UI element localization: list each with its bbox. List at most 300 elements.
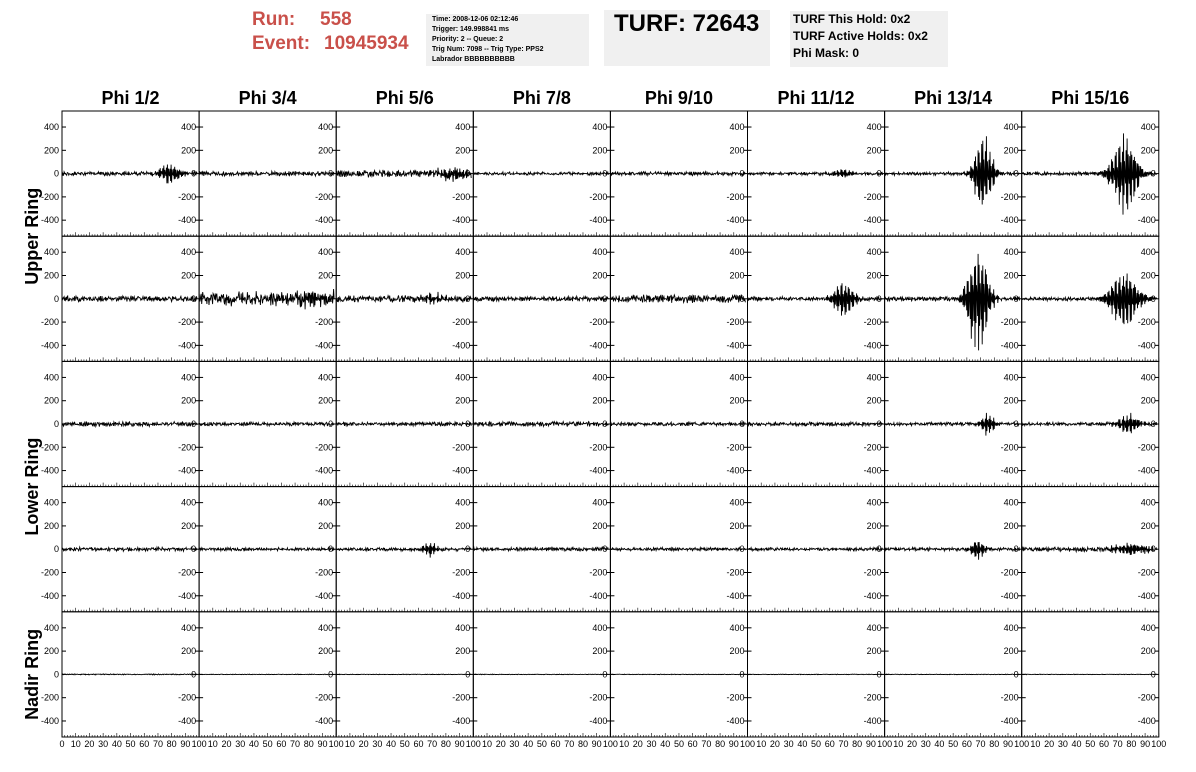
y-tick-label-r3-c5-0: 400 [729, 372, 745, 383]
y-axis-label-r2-1: 200 [43, 270, 59, 281]
y-tick-label-r4-c8-4: -400 [1137, 590, 1156, 601]
y-tick-label-r3-c7-0: 400 [1003, 372, 1019, 383]
y-tick-label-r1-c1-2: 0 [191, 168, 197, 179]
y-tick-label-r2-c3-0: 400 [455, 247, 471, 258]
x-tick-label-c3-10: 100 [465, 739, 481, 749]
x-tick-label-c3-6: 60 [413, 739, 424, 749]
y-tick-label-r1-c1-0: 400 [181, 122, 197, 133]
y-tick-label-r4-c1-4: -400 [178, 590, 197, 601]
phi-label-3: Phi 5/6 [375, 88, 434, 108]
x-tick-label-c4-6: 60 [550, 739, 561, 749]
x-tick-label-c3-9: 90 [454, 739, 465, 749]
ring-label-2: Lower Ring [22, 437, 42, 536]
y-tick-label-r5-c5-4: -400 [726, 715, 745, 726]
x-tick-label-c8-5: 50 [1085, 739, 1096, 749]
y-tick-label-r2-c6-1: 200 [866, 270, 882, 281]
y-tick-label-r4-c8-2: 0 [1150, 544, 1156, 555]
y-tick-label-r2-c5-2: 0 [739, 293, 745, 304]
y-tick-label-r4-c2-3: -200 [315, 567, 334, 578]
waveform-r5-c3 [336, 674, 471, 675]
x-tick-label-c5-4: 40 [660, 739, 671, 749]
phi-label-1: Phi 1/2 [101, 88, 160, 108]
x-tick-label-c5-7: 70 [701, 739, 712, 749]
y-tick-label-r2-c8-3: -200 [1137, 317, 1156, 328]
y-axis-label-r1-4: -400 [40, 215, 59, 226]
y-tick-label-r1-c6-0: 400 [866, 122, 882, 133]
phi-label-6: Phi 11/12 [777, 88, 855, 108]
x-tick-label-c2-2: 20 [221, 739, 232, 749]
y-tick-label-r2-c8-1: 200 [1140, 270, 1156, 281]
y-tick-label-r2-c5-1: 200 [729, 270, 745, 281]
y-tick-label-r5-c5-1: 200 [729, 646, 745, 657]
y-tick-label-r1-c8-3: -200 [1137, 191, 1156, 202]
x-tick-label-c1-0: 0 [59, 739, 65, 749]
y-tick-label-r5-c1-4: -400 [178, 715, 197, 726]
waveform-r2-c2 [199, 289, 334, 309]
y-tick-label-r2-c1-4: -400 [178, 340, 197, 351]
trig-num-text: Trig Num: 7098 -- Trig Type: PPS2 [432, 46, 544, 53]
y-tick-label-r1-c5-2: 0 [739, 168, 745, 179]
y-tick-label-r4-c2-4: -400 [315, 590, 334, 601]
y-tick-label-r1-c8-2: 0 [1150, 168, 1156, 179]
y-tick-label-r2-c8-0: 400 [1140, 247, 1156, 258]
y-axis-label-r2-3: -200 [40, 317, 59, 328]
y-tick-label-r3-c7-2: 0 [1013, 419, 1019, 429]
y-tick-label-r5-c8-1: 200 [1140, 646, 1156, 657]
y-tick-label-r4-c6-4: -400 [863, 590, 882, 601]
waveform-r5-c5 [610, 674, 745, 675]
y-tick-label-r5-c5-2: 0 [739, 669, 745, 680]
x-tick-label-c8-6: 60 [1098, 739, 1109, 749]
y-tick-label-r5-c5-3: -200 [726, 692, 745, 703]
y-tick-label-r4-c5-3: -200 [726, 567, 745, 578]
y-tick-label-r3-c8-3: -200 [1137, 442, 1156, 453]
y-tick-label-r2-c6-3: -200 [863, 317, 882, 328]
waveform-r3-c7 [885, 413, 1020, 436]
y-axis-label-r3-2: 0 [53, 419, 59, 429]
y-tick-label-r4-c8-1: 200 [1140, 520, 1156, 531]
x-tick-label-c2-8: 80 [303, 739, 314, 749]
y-tick-label-r2-c5-0: 400 [729, 247, 745, 258]
x-tick-label-c6-6: 60 [824, 739, 835, 749]
x-tick-label-c4-4: 40 [523, 739, 534, 749]
y-tick-label-r4-c5-0: 400 [729, 497, 745, 508]
y-tick-label-r2-c2-0: 400 [318, 247, 334, 258]
y-axis-label-r2-4: -400 [40, 340, 59, 351]
y-tick-label-r3-c2-0: 400 [318, 372, 334, 383]
y-tick-label-r4-c4-4: -400 [589, 590, 608, 601]
y-tick-label-r1-c3-2: 0 [465, 168, 471, 179]
waveform-r4-c5 [610, 548, 745, 551]
x-tick-label-c1-7: 70 [152, 739, 163, 749]
waveform-r4-c3 [336, 543, 471, 558]
y-tick-label-r4-c7-2: 0 [1013, 544, 1019, 555]
y-tick-label-r1-c3-4: -400 [452, 215, 471, 226]
waveform-r4-c6 [748, 548, 883, 551]
y-tick-label-r2-c6-0: 400 [866, 247, 882, 258]
y-tick-label-r1-c6-3: -200 [863, 191, 882, 202]
y-tick-label-r1-c6-4: -400 [863, 215, 882, 226]
y-tick-label-r3-c3-2: 0 [465, 419, 471, 429]
x-tick-label-c3-8: 80 [440, 739, 451, 749]
y-tick-label-r4-c7-0: 400 [1003, 497, 1019, 508]
y-tick-label-r1-c1-3: -200 [178, 191, 197, 202]
y-axis-label-r3-0: 400 [43, 372, 59, 383]
y-tick-label-r5-c8-3: -200 [1137, 692, 1156, 703]
waveform-r2-c1 [62, 293, 197, 304]
y-tick-label-r4-c2-0: 400 [318, 497, 334, 508]
y-tick-label-r1-c5-1: 200 [729, 145, 745, 156]
y-tick-label-r4-c4-0: 400 [592, 497, 608, 508]
y-tick-label-r2-c5-4: -400 [726, 340, 745, 351]
y-tick-label-r4-c5-1: 200 [729, 520, 745, 531]
x-tick-label-c8-10: 100 [1151, 739, 1167, 749]
x-tick-label-c3-4: 40 [386, 739, 397, 749]
x-tick-label-c5-6: 60 [687, 739, 698, 749]
turf-this-hold: TURF This Hold: 0x2 [793, 12, 911, 26]
y-tick-label-r2-c1-2: 0 [191, 293, 197, 304]
y-tick-label-r1-c3-0: 400 [455, 122, 471, 133]
y-tick-label-r5-c3-1: 200 [455, 646, 471, 657]
y-axis-label-r4-2: 0 [53, 544, 59, 555]
waveform-r5-c1 [62, 674, 197, 675]
y-tick-label-r2-c1-1: 200 [181, 270, 197, 281]
waveform-r2-c3 [336, 292, 471, 305]
waveform-r5-c6 [748, 674, 883, 675]
y-tick-label-r1-c4-2: 0 [602, 168, 608, 179]
waveform-r1-c1 [62, 165, 197, 184]
waveform-r1-c7 [885, 136, 1020, 204]
x-tick-label-c6-3: 30 [783, 739, 794, 749]
y-axis-label-r3-3: -200 [40, 442, 59, 453]
y-tick-label-r5-c8-4: -400 [1137, 715, 1156, 726]
y-tick-label-r5-c4-1: 200 [592, 646, 608, 657]
x-tick-label-c8-9: 90 [1140, 739, 1151, 749]
y-tick-label-r2-c1-0: 400 [181, 247, 197, 258]
y-tick-label-r4-c7-4: -400 [1000, 590, 1019, 601]
x-tick-label-c8-1: 10 [1030, 739, 1041, 749]
y-tick-label-r4-c5-4: -400 [726, 590, 745, 601]
y-tick-label-r4-c4-2: 0 [602, 544, 608, 555]
y-tick-label-r1-c5-0: 400 [729, 122, 745, 133]
y-tick-label-r2-c2-1: 200 [318, 270, 334, 281]
y-tick-label-r3-c4-0: 400 [592, 372, 608, 383]
y-tick-label-r2-c7-1: 200 [1003, 270, 1019, 281]
y-axis-label-r5-1: 200 [43, 646, 59, 657]
x-tick-label-c2-4: 40 [248, 739, 259, 749]
y-tick-label-r5-c3-3: -200 [452, 692, 471, 703]
waveform-r3-c2 [199, 422, 334, 426]
x-tick-label-c7-9: 90 [1002, 739, 1013, 749]
y-tick-label-r1-c7-4: -400 [1000, 215, 1019, 226]
y-tick-label-r3-c7-4: -400 [1000, 465, 1019, 476]
x-tick-label-c8-8: 80 [1126, 739, 1137, 749]
waveform-r3-c8 [1022, 413, 1157, 433]
y-axis-label-r5-3: -200 [40, 692, 59, 703]
y-tick-label-r5-c3-0: 400 [455, 622, 471, 633]
y-tick-label-r3-c3-3: -200 [452, 442, 471, 453]
y-tick-label-r4-c4-3: -200 [589, 567, 608, 578]
y-tick-label-r3-c2-3: -200 [315, 442, 334, 453]
y-tick-label-r5-c7-0: 400 [1003, 622, 1019, 633]
y-tick-label-r5-c1-0: 400 [181, 622, 197, 633]
y-tick-label-r4-c8-0: 400 [1140, 497, 1156, 508]
x-tick-label-c6-2: 20 [769, 739, 780, 749]
x-tick-label-c6-4: 40 [797, 739, 808, 749]
y-tick-label-r5-c6-3: -200 [863, 692, 882, 703]
labrador-text: Labrador BBBBBBBBBB [432, 56, 515, 63]
x-tick-label-c1-8: 80 [166, 739, 177, 749]
y-tick-label-r4-c4-1: 200 [592, 520, 608, 531]
y-tick-label-r5-c4-0: 400 [592, 622, 608, 633]
y-tick-label-r3-c4-3: -200 [589, 442, 608, 453]
y-tick-label-r3-c3-1: 200 [455, 395, 471, 406]
event-label: Event: [252, 33, 311, 54]
y-tick-label-r1-c6-2: 0 [876, 168, 882, 179]
waveform-r4-c4 [473, 547, 608, 551]
y-axis-label-r4-1: 200 [43, 520, 59, 531]
ring-label-3: Nadir Ring [22, 628, 42, 720]
y-tick-label-r4-c6-0: 400 [866, 497, 882, 508]
y-tick-label-r1-c3-1: 200 [455, 145, 471, 156]
y-tick-label-r1-c8-1: 200 [1140, 145, 1156, 156]
y-tick-label-r1-c1-4: -400 [178, 215, 197, 226]
x-tick-label-c7-7: 70 [975, 739, 986, 749]
x-tick-label-c3-7: 70 [427, 739, 438, 749]
y-tick-label-r3-c7-1: 200 [1003, 395, 1019, 406]
y-tick-label-r2-c8-4: -400 [1137, 340, 1156, 351]
y-tick-label-r3-c1-4: -400 [178, 465, 197, 476]
x-tick-label-c7-3: 30 [920, 739, 931, 749]
y-tick-label-r3-c2-1: 200 [318, 395, 334, 406]
y-tick-label-r2-c5-3: -200 [726, 317, 745, 328]
waveform-r5-c2 [199, 674, 334, 675]
x-tick-label-c1-9: 90 [180, 739, 191, 749]
y-tick-label-r4-c3-3: -200 [452, 567, 471, 578]
x-tick-label-c2-7: 70 [290, 739, 301, 749]
y-axis-label-r5-0: 400 [43, 622, 59, 633]
x-tick-label-c7-2: 20 [907, 739, 918, 749]
y-tick-label-r2-c1-3: -200 [178, 317, 197, 328]
y-tick-label-r3-c3-0: 400 [455, 372, 471, 383]
y-tick-label-r5-c7-2: 0 [1013, 669, 1019, 680]
x-tick-label-c6-10: 100 [877, 739, 893, 749]
y-tick-label-r3-c1-3: -200 [178, 442, 197, 453]
x-tick-label-c1-10: 100 [191, 739, 207, 749]
x-tick-label-c6-5: 50 [811, 739, 822, 749]
y-tick-label-r5-c3-4: -400 [452, 715, 471, 726]
waveform-r3-c5 [610, 422, 745, 426]
y-tick-label-r2-c4-0: 400 [592, 247, 608, 258]
x-tick-label-c4-10: 100 [602, 739, 618, 749]
y-tick-label-r3-c5-3: -200 [726, 442, 745, 453]
y-axis-label-r5-2: 0 [53, 669, 59, 680]
run-label: Run: [252, 9, 296, 30]
x-tick-label-c6-7: 70 [838, 739, 849, 749]
y-tick-label-r3-c8-4: -400 [1137, 465, 1156, 476]
y-tick-label-r2-c8-2: 0 [1150, 293, 1156, 304]
y-tick-label-r4-c1-0: 400 [181, 497, 197, 508]
waveform-r4-c8 [1022, 543, 1157, 555]
y-axis-label-r1-2: 0 [53, 168, 59, 179]
y-tick-label-r5-c2-2: 0 [328, 669, 334, 680]
x-tick-label-c1-3: 30 [98, 739, 109, 749]
turf-active-holds: TURF Active Holds: 0x2 [793, 29, 928, 43]
y-tick-label-r3-c1-2: 0 [191, 419, 197, 429]
y-tick-label-r3-c5-4: -400 [726, 465, 745, 476]
x-tick-label-c1-6: 60 [139, 739, 150, 749]
y-tick-label-r4-c2-2: 0 [328, 544, 334, 555]
waveform-r4-c7 [885, 542, 1020, 560]
y-tick-label-r5-c6-1: 200 [866, 646, 882, 657]
y-tick-label-r4-c3-4: -400 [452, 590, 471, 601]
waveform-r2-c8 [1022, 274, 1157, 328]
y-axis-label-r4-4: -400 [40, 590, 59, 601]
y-tick-label-r4-c3-1: 200 [455, 520, 471, 531]
y-tick-label-r2-c7-0: 400 [1003, 247, 1019, 258]
waveform-r1-c8 [1022, 133, 1157, 214]
waveform-r4-c1 [62, 547, 197, 551]
y-tick-label-r1-c2-1: 200 [318, 145, 334, 156]
y-tick-label-r5-c6-0: 400 [866, 622, 882, 633]
x-tick-label-c2-10: 100 [328, 739, 344, 749]
x-tick-label-c4-2: 20 [495, 739, 506, 749]
x-tick-label-c4-9: 90 [591, 739, 602, 749]
ring-label-1: Upper Ring [22, 187, 42, 285]
y-tick-label-r4-c6-3: -200 [863, 567, 882, 578]
x-tick-label-c3-2: 20 [358, 739, 369, 749]
waveform-r3-c3 [336, 422, 471, 426]
x-tick-label-c5-5: 50 [673, 739, 684, 749]
x-tick-label-c8-2: 20 [1044, 739, 1055, 749]
y-tick-label-r3-c4-1: 200 [592, 395, 608, 406]
y-tick-label-r1-c6-1: 200 [866, 145, 882, 156]
x-tick-label-c7-4: 40 [934, 739, 945, 749]
waveform-r5-c7 [885, 674, 1020, 675]
x-tick-label-c7-1: 10 [893, 739, 904, 749]
y-tick-label-r5-c4-3: -200 [589, 692, 608, 703]
run-value: 558 [320, 9, 352, 30]
y-tick-label-r2-c2-4: -400 [315, 340, 334, 351]
waveform-r3-c4 [473, 422, 608, 427]
y-tick-label-r4-c8-3: -200 [1137, 567, 1156, 578]
y-tick-label-r5-c6-4: -400 [863, 715, 882, 726]
y-tick-label-r1-c8-4: -400 [1137, 215, 1156, 226]
y-tick-label-r1-c2-3: -200 [315, 191, 334, 202]
x-tick-label-c4-8: 80 [577, 739, 588, 749]
y-tick-label-r2-c4-1: 200 [592, 270, 608, 281]
y-tick-label-r5-c4-4: -400 [589, 715, 608, 726]
waveform-r5-c4 [473, 674, 608, 675]
x-tick-label-c7-8: 80 [989, 739, 1000, 749]
x-tick-label-c1-2: 20 [84, 739, 95, 749]
waveform-r3-c6 [748, 422, 883, 426]
waveform-r2-c4 [473, 296, 608, 301]
x-tick-label-c7-10: 100 [1014, 739, 1030, 749]
y-tick-label-r3-c8-1: 200 [1140, 395, 1156, 406]
x-tick-label-c5-2: 20 [632, 739, 643, 749]
x-tick-label-c3-5: 50 [399, 739, 410, 749]
y-tick-label-r2-c6-2: 0 [876, 293, 882, 304]
y-tick-label-r1-c4-4: -400 [589, 215, 608, 226]
x-tick-label-c2-6: 60 [276, 739, 287, 749]
x-tick-label-c4-3: 30 [509, 739, 520, 749]
phi-label-4: Phi 7/8 [512, 88, 571, 108]
waveform-r5-c8 [1022, 674, 1157, 675]
x-tick-label-c5-3: 30 [646, 739, 657, 749]
y-tick-label-r5-c7-3: -200 [1000, 692, 1019, 703]
x-tick-label-c3-1: 10 [344, 739, 355, 749]
x-tick-label-c6-8: 80 [852, 739, 863, 749]
waveform-r2-c5 [610, 295, 745, 304]
x-tick-label-c8-7: 70 [1112, 739, 1123, 749]
y-tick-label-r1-c1-1: 200 [181, 145, 197, 156]
y-tick-label-r1-c2-0: 400 [318, 122, 334, 133]
x-tick-label-c2-1: 10 [207, 739, 218, 749]
y-tick-label-r1-c7-3: -200 [1000, 191, 1019, 202]
x-tick-label-c4-1: 10 [482, 739, 493, 749]
y-tick-label-r5-c2-0: 400 [318, 622, 334, 633]
y-tick-label-r4-c3-2: 0 [465, 544, 471, 555]
y-tick-label-r3-c7-3: -200 [1000, 442, 1019, 453]
y-tick-label-r4-c2-1: 200 [318, 520, 334, 531]
y-tick-label-r5-c7-1: 200 [1003, 646, 1019, 657]
x-tick-label-c8-4: 40 [1071, 739, 1082, 749]
y-tick-label-r4-c1-3: -200 [178, 567, 197, 578]
y-tick-label-r3-c6-3: -200 [863, 442, 882, 453]
y-tick-label-r4-c6-2: 0 [876, 544, 882, 555]
y-tick-label-r4-c1-1: 200 [181, 520, 197, 531]
y-tick-label-r2-c4-3: -200 [589, 317, 608, 328]
waveform-r1-c6 [748, 169, 883, 177]
y-tick-label-r2-c2-3: -200 [315, 317, 334, 328]
y-axis-label-r3-1: 200 [43, 395, 59, 406]
y-tick-label-r3-c2-2: 0 [328, 419, 334, 429]
y-tick-label-r3-c4-2: 0 [602, 419, 608, 429]
x-tick-label-c1-1: 10 [70, 739, 81, 749]
x-tick-label-c5-1: 10 [619, 739, 630, 749]
x-tick-label-c1-5: 50 [125, 739, 136, 749]
y-tick-label-r3-c1-0: 400 [181, 372, 197, 383]
y-tick-label-r3-c6-2: 0 [876, 419, 882, 429]
x-tick-label-c3-3: 30 [372, 739, 383, 749]
y-tick-label-r4-c7-3: -200 [1000, 567, 1019, 578]
y-tick-label-r5-c7-4: -400 [1000, 715, 1019, 726]
waveform-r3-c1 [62, 422, 197, 427]
x-tick-label-c1-4: 40 [111, 739, 122, 749]
y-tick-label-r2-c3-4: -400 [452, 340, 471, 351]
x-tick-label-c6-9: 90 [865, 739, 876, 749]
trigger-text: Trigger: 149.998841 ms [432, 26, 510, 33]
y-tick-label-r1-c2-2: 0 [328, 168, 334, 179]
y-tick-label-r1-c5-3: -200 [726, 191, 745, 202]
y-axis-label-r2-0: 400 [43, 247, 59, 258]
y-tick-label-r5-c2-1: 200 [318, 646, 334, 657]
y-tick-label-r3-c3-4: -400 [452, 465, 471, 476]
y-tick-label-r1-c8-0: 400 [1140, 122, 1156, 133]
y-tick-label-r1-c5-4: -400 [726, 215, 745, 226]
y-tick-label-r1-c3-3: -200 [452, 191, 471, 202]
x-tick-label-c7-5: 50 [948, 739, 959, 749]
y-tick-label-r1-c7-1: 200 [1003, 145, 1019, 156]
y-tick-label-r3-c4-4: -400 [589, 465, 608, 476]
y-tick-label-r4-c3-0: 400 [455, 497, 471, 508]
y-tick-label-r3-c6-4: -400 [863, 465, 882, 476]
waveform-r2-c7 [885, 254, 1020, 351]
y-tick-label-r2-c4-4: -400 [589, 340, 608, 351]
y-tick-label-r3-c8-2: 0 [1150, 419, 1156, 429]
y-tick-label-r2-c4-2: 0 [602, 293, 608, 304]
